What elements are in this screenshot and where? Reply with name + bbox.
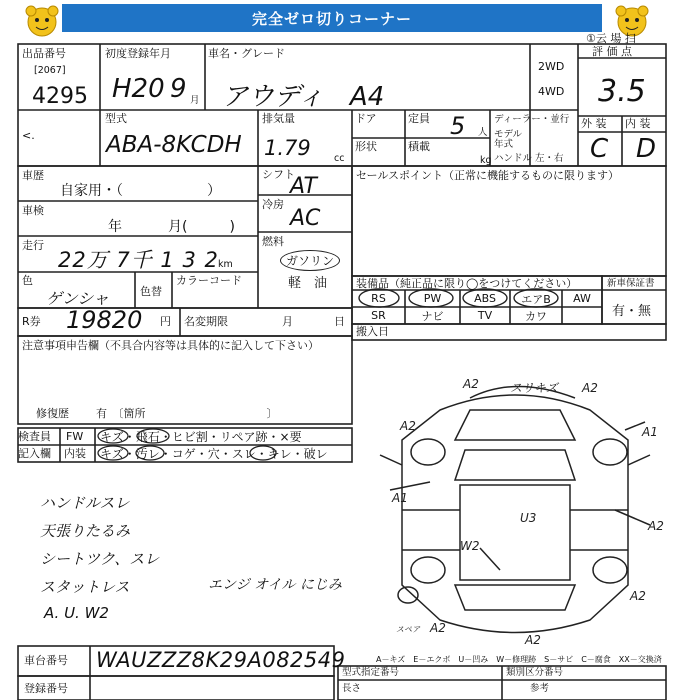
sales-point-label: セールスポイント（正常に機能するものに限ります） [356,169,620,182]
first-reg-year: H20 [112,74,165,104]
car-name: アウディ A4 [222,82,385,112]
equipment-circles [352,288,602,326]
handle-label: ハンドル 左・右 [494,153,564,164]
check-fw-tag: FW [66,430,84,443]
load-unit: kg [480,155,492,166]
diag-mark-a1-right: A1 [642,425,658,439]
drive-2wd: 2WD [538,60,565,73]
color-label: 色 [22,274,33,287]
color-code-label: カラーコード [176,274,242,287]
diag-mark-a2-rear-right: A2 [630,589,646,603]
notes-label: 注意事項申告欄（不具合内容等は具体的に記入して下さい） [22,339,319,352]
model-value: ABA-8KCDH [106,132,242,158]
equip-rs: RS [371,292,386,305]
repair-label: 修復歴 [36,407,69,420]
load-label: 積載 [408,140,430,153]
fuel-label: 燃料 [262,235,284,248]
check-circles [95,428,355,462]
inspection-year: 年 [108,219,122,235]
drive-4wd: 4WD [538,85,565,98]
header-partial: ①云 場 扫 [586,32,636,45]
diag-mark-a2-right-door: A2 [648,519,664,533]
displacement-label: 排気量 [262,112,295,125]
equip-abs: ABS [474,292,496,305]
diag-mark-a2-front: A2 [463,377,479,391]
bottom-form-r1: 類別区分番号 [506,667,564,678]
repair-value: 有 〔箇所 〕 [96,407,278,420]
check-fw-row: キズ・飛石・ヒビ割・リペア跡・×要 [100,430,302,444]
diag-mark-scratch: スリキズ [510,381,558,395]
chassis-label: 車台番号 [24,654,68,667]
displacement-unit: cc [334,153,345,164]
inspector-label: 検査員 [18,430,51,443]
rating-value: 3.5 [598,74,646,109]
doors-label: ドア [355,112,377,125]
fuel-gasoline: ガソリン [280,250,340,271]
mileage-unit: km [218,259,233,270]
first-reg-month: 9 [170,74,187,104]
warranty-value: 有・無 [612,304,652,319]
mileage-label: 走行 [22,239,44,252]
diag-mark-a2-front-right: A2 [582,381,598,395]
note-line-2: 天張りたるみ [40,522,131,540]
diag-mark-a1-left: A1 [392,491,408,505]
capacity-value: 5 [450,112,466,140]
lot-sub: [2067] [34,65,66,76]
note-line-3: シートツク、スレ [40,550,160,568]
car-label: 車名・グレード [208,47,285,60]
name-change-label: 名変期限 [184,315,228,328]
note-line-5: A. U. W2 [44,604,109,622]
model-label: 型式 [105,112,127,125]
rating-label: 評 価 点 [592,45,632,58]
color-value: ゲンシャ [46,289,109,308]
chassis-number: WAUZZZ8K29A082549 [96,648,346,672]
arrival-label: 搬入日 [356,325,389,338]
warranty-label: 新車保証書 [607,278,655,289]
bottom-form-l1: 型式指定番号 [342,667,400,678]
diag-mark-a2-left-front: A2 [400,419,416,433]
color-change-label: 色替 [140,285,162,298]
engine-note: エンジ オイル にじみ [208,577,342,593]
car-damage-diagram [360,370,670,660]
equip-tv: TV [477,309,493,322]
name-change-month: 月 [282,315,293,328]
note-line-1: ハンドルスレ [40,494,130,512]
diag-mark-a2-rear-left: A2 [430,621,446,635]
equip-aw: AW [573,292,591,305]
reg-no-label: 登録番号 [24,682,68,695]
equipment-label: 装備品（純正品に限り◯をつけてください） [356,277,578,290]
exterior-label: 外 装 [581,117,607,130]
fuel-diesel: 軽 油 [288,276,328,291]
recycle-value: 19820 [66,306,143,334]
aircon-value: AC [290,206,321,231]
name-change-day: 日 [334,315,345,328]
exterior-value: C [590,134,609,164]
history-value: 自家用・（ ） [60,183,221,199]
lot-label: 出品番号 [22,47,66,60]
interior-value: D [636,134,657,164]
model-prefix: <. [22,129,35,142]
diag-mark-u3-roof: U3 [520,511,537,525]
bottom-form-l2: 長さ [342,683,362,694]
equip-navi: ナビ [421,309,444,323]
displacement-value: 1.79 [264,136,311,160]
interior-label: 内 装 [625,117,651,130]
lot-number: 4295 [32,84,88,109]
equip-cowl: カワ [525,309,547,323]
recycle-label: R券 [22,315,41,328]
capacity-unit: 人 [478,127,488,138]
dealer-label: ディーラー・並行 [494,114,570,125]
model-year-label: モデル年式 [494,129,523,150]
history-label: 車歴 [22,169,44,182]
diag-mark-a2-rear: A2 [525,633,541,647]
equip-sr: SR [371,309,386,322]
bottom-form-r2: 参考 [530,683,550,694]
recycle-unit: 円 [160,315,171,328]
aircon-label: 冷房 [262,198,284,211]
mileage-value: 22万 7千 1 3 2 [58,248,219,272]
shape-label: 形状 [355,140,377,153]
shift-label: シフト [262,168,295,181]
equip-pw: PW [423,292,442,305]
damage-legend: A－キズ E－エクボ U－凹み W－修理跡 S－サビ C－腐食 XX－交換済 [376,655,662,664]
check-interior-row: キズ・汚レ・コゲ・穴・スレ・キレ・破レ [100,447,328,461]
entry-label: 記入欄 [18,447,51,460]
check-interior-tag: 内装 [64,447,86,460]
capacity-label: 定員 [408,112,430,125]
inspection-month: 月( ) [168,219,235,235]
diag-mark-w2: W2 [460,539,480,553]
inspection-label: 車検 [22,204,44,217]
banner-title: 完全ゼロ切りコーナー [62,4,602,32]
diag-mark-spare: スペア [396,625,420,634]
note-line-4: スタットレス [40,578,130,596]
shift-value: AT [290,174,317,199]
equip-airbag: エアB [521,292,551,306]
first-reg-label: 初度登録年月 [105,47,171,60]
first-reg-month-unit: 月 [190,95,200,106]
